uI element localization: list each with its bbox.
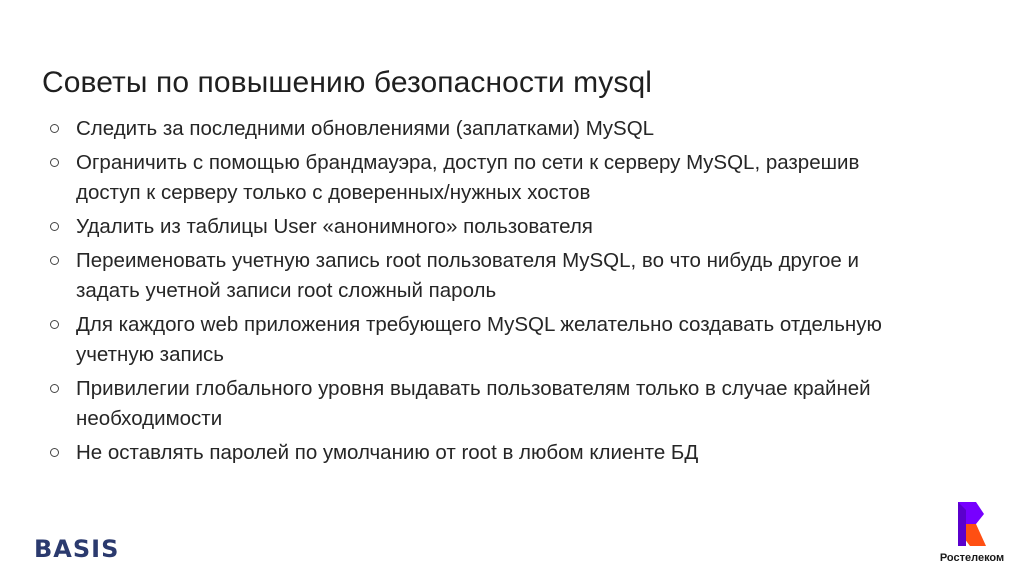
bullet-item (48, 148, 908, 208)
rostelecom-mark-icon (946, 500, 998, 550)
circle-bullet-icon (50, 222, 59, 231)
rostelecom-logo (932, 500, 1012, 570)
slide-title: Советы по повышению безопасности mysql (42, 66, 653, 99)
circle-bullet-icon (50, 158, 59, 167)
bullet-text: Удалить из таблицы User «анонимного» пользователя (76, 215, 593, 238)
bullet-text: Переименовать учетную запись root пользователя MySQL, во что нибудь другое и задать учетной записи root сложный пароль (76, 249, 859, 302)
basis-logo: BASIS (34, 535, 120, 563)
bullet-text: Ограничить с помощью брандмауэра, доступ по сети к серверу MySQL, разрешив доступ к серверу только с доверенных/нужных хостов (76, 151, 860, 204)
bullet-item (48, 438, 908, 468)
circle-bullet-icon (50, 124, 59, 133)
bullet-text: Следить за последними обновлениями (заплатками) MySQL (76, 117, 655, 140)
circle-bullet-icon (50, 384, 59, 393)
bullet-text: Не оставлять паролей по умолчанию от root в любом клиенте БД (76, 441, 699, 464)
rostelecom-logo-text: Ростелеком (939, 552, 1005, 564)
bullet-text: Для каждого web приложения требующего MySQL желательно создавать отдельную учетную запись (76, 313, 882, 366)
bullet-item (48, 114, 908, 144)
bullet-item (48, 212, 908, 242)
bullet-item (48, 246, 908, 306)
bullet-list (48, 114, 908, 472)
circle-bullet-icon (50, 256, 59, 265)
bullet-item (48, 374, 908, 434)
bullet-text: Привилегии глобального уровня выдавать пользователям только в случае крайней необходимости (76, 377, 871, 430)
bullet-item (48, 310, 908, 370)
circle-bullet-icon (50, 320, 59, 329)
circle-bullet-icon (50, 448, 59, 457)
